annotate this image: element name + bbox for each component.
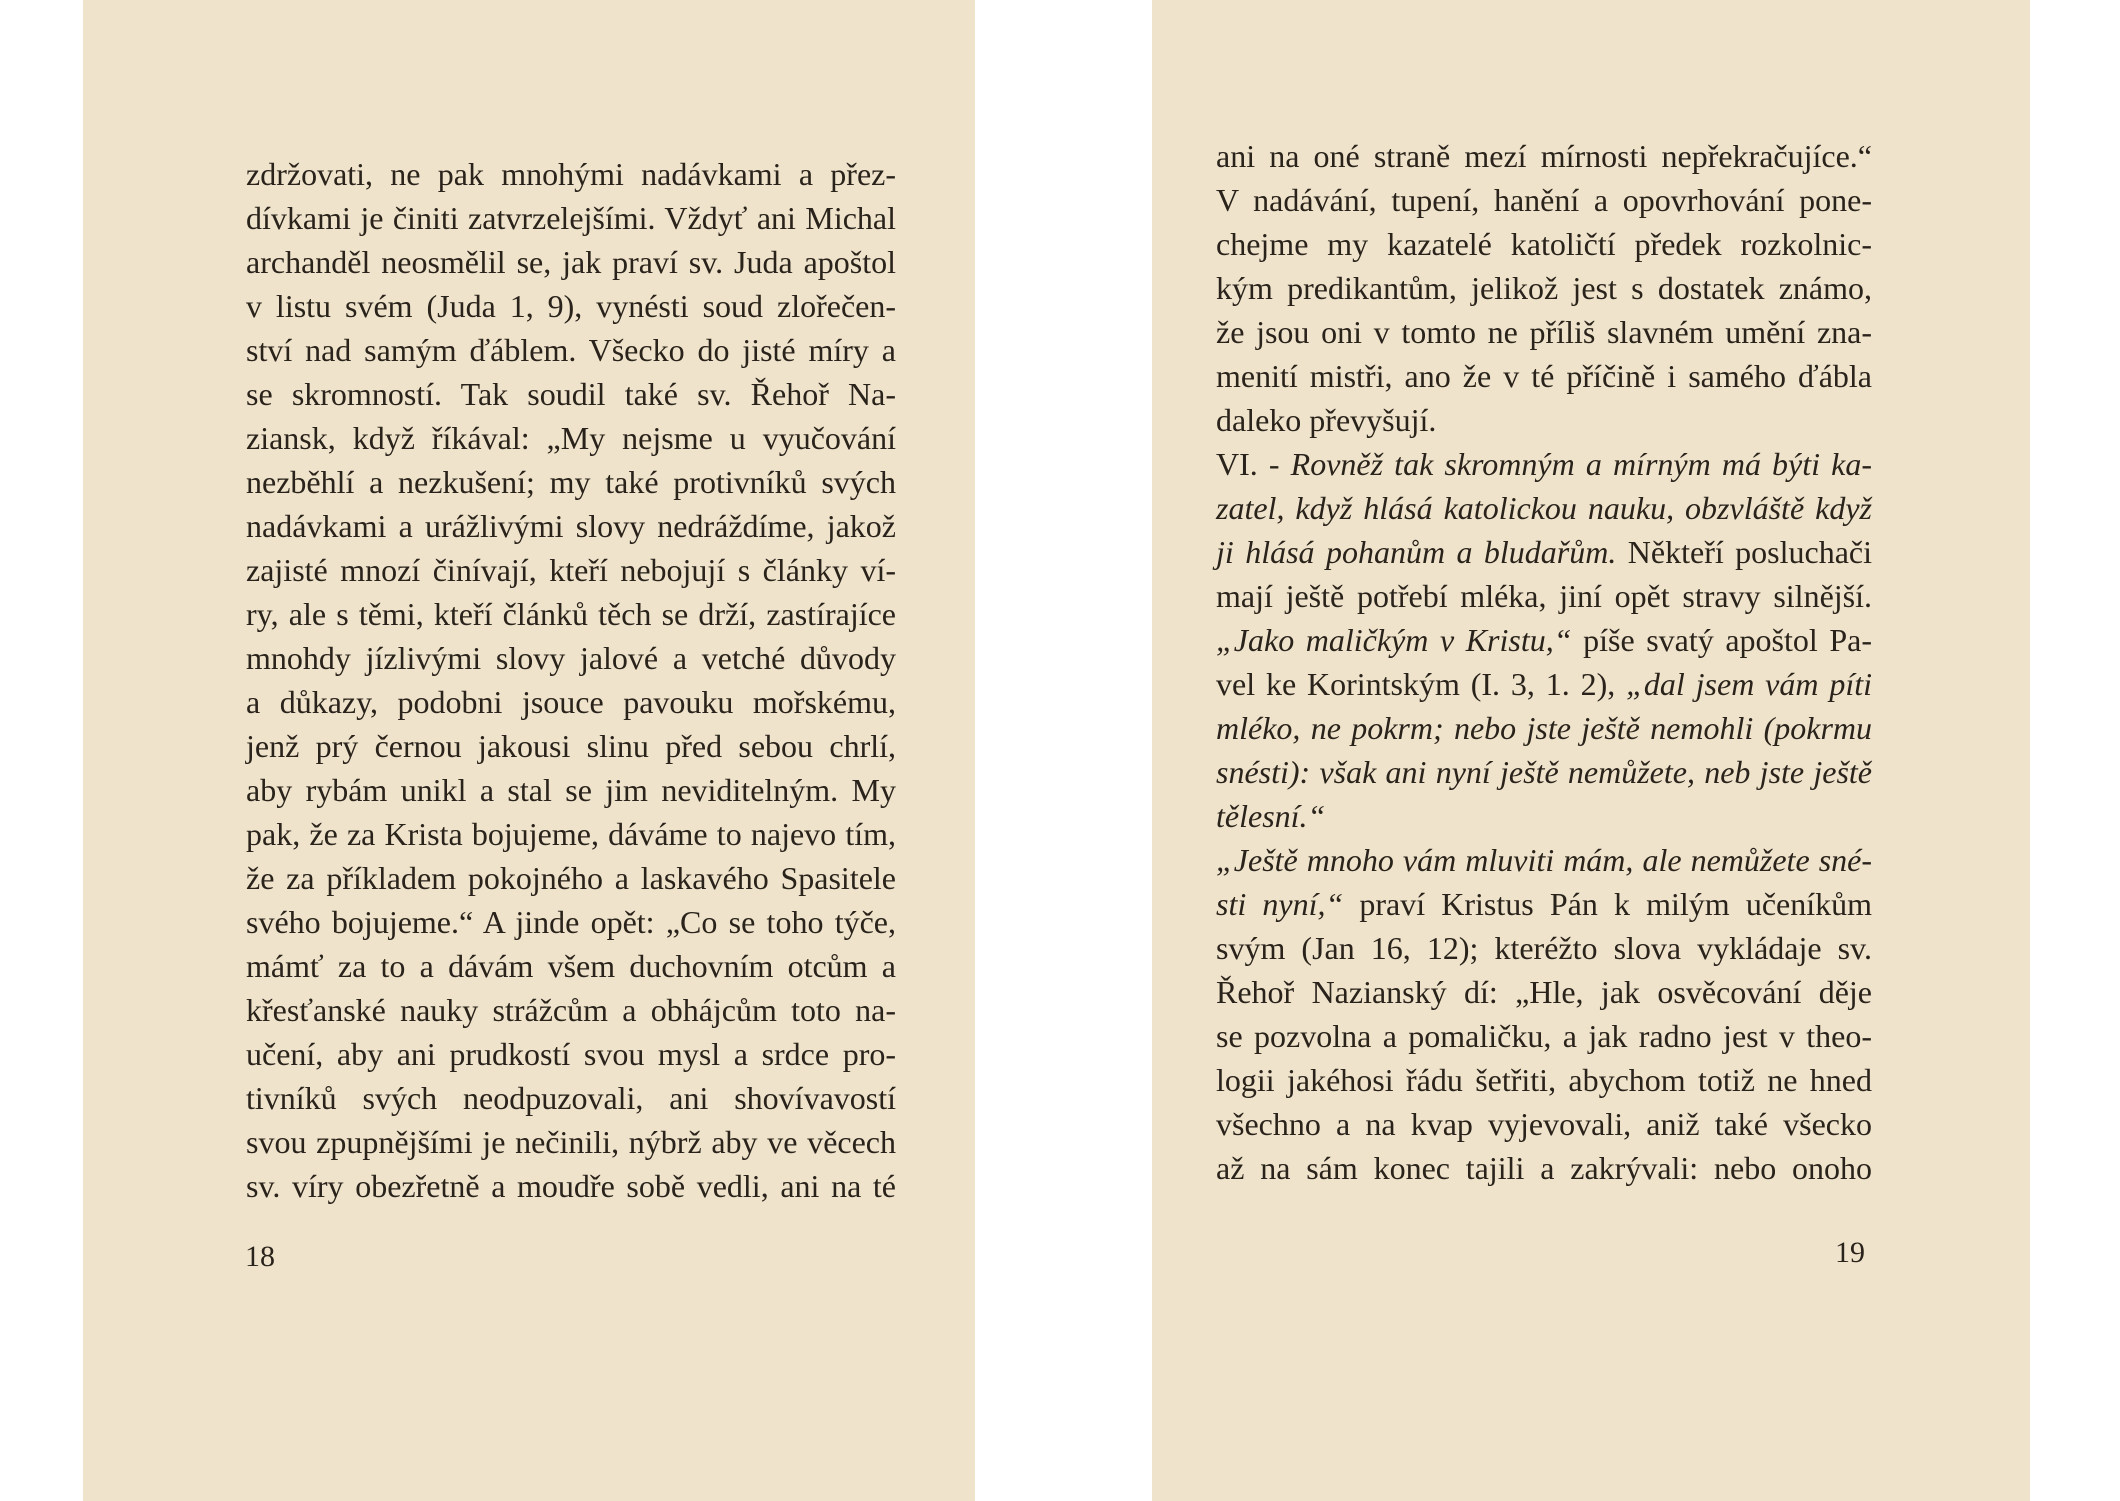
italic-text-run: ji hlásá pohanům a bludařům. xyxy=(1216,534,1617,570)
text-line: učení, aby ani prudkostí svou mysl a srdce pro- xyxy=(246,1036,896,1072)
text-line: svého bojujeme.“ A jinde opět: „Co se toho týče, xyxy=(246,904,896,940)
italic-text-run: snésti): však ani nyní ještě nemůžete, neb jste ještě xyxy=(1216,754,1872,790)
text-line: sv. víry obezřetně a moudře sobě vedli, ani na té xyxy=(246,1168,896,1204)
text-run: mají ještě potřebí mléka, jiní opět stravy silnější. xyxy=(1216,578,1872,614)
text-run: menití mistři, ano že v té příčině i samého ďábla xyxy=(1216,358,1872,394)
text-line xyxy=(1216,354,1872,398)
text-line: pak, že za Krista bojujeme, dáváme to najevo tím, xyxy=(246,816,896,852)
italic-text-run: sti nyní,“ xyxy=(1216,886,1344,922)
text-line: že za příkladem pokojného a laskavého Spasitele xyxy=(246,860,896,896)
text-line xyxy=(1216,1146,1872,1190)
right-page-body-text xyxy=(1216,134,1872,1190)
text-line xyxy=(1216,1102,1872,1146)
italic-text-run: tělesní.“ xyxy=(1216,798,1326,834)
text-run: píše svatý apoštol Pa- xyxy=(1571,622,1873,658)
text-line: jenž prý černou jakousi slinu před sebou chrlí, xyxy=(246,728,896,764)
text-run: až na sám konec tajili a zakrývali: nebo onoho xyxy=(1216,1150,1872,1186)
text-line xyxy=(1216,398,1872,442)
text-run: ani na oné straně mezí mírnosti nepřekračujíce.“ xyxy=(1216,138,1872,174)
text-line xyxy=(1216,706,1872,750)
text-run: daleko převyšují. xyxy=(1216,402,1437,438)
italic-text-run: „Jako maličkým v Kristu,“ xyxy=(1216,622,1572,658)
text-line: ziansk, když říkával: „My nejsme u vyučování xyxy=(246,420,896,456)
text-run: VI. - xyxy=(1216,446,1291,482)
text-run: svým (Jan 16, 12); kteréžto slova vykládaje sv. xyxy=(1216,930,1872,966)
text-line: dívkami je činiti zatvrzelejšími. Vždyť ani Michal xyxy=(246,200,896,236)
text-run: logii jakéhosi řádu šetřiti, abychom totiž ne hned xyxy=(1216,1062,1872,1098)
text-line xyxy=(1216,970,1872,1014)
text-run: se pozvolna a pomaličku, a jak radno jest v theo- xyxy=(1216,1018,1872,1054)
text-line: aby rybám unikl a stal se jim neviditelným. My xyxy=(246,772,896,808)
text-line xyxy=(1216,750,1872,794)
text-line xyxy=(1216,266,1872,310)
text-line xyxy=(1216,662,1872,706)
text-line: ry, ale s těmi, kteří článků těch se drží, zastírajíce xyxy=(246,596,896,632)
text-line xyxy=(1216,134,1872,178)
text-line: zajisté mnozí činívají, kteří nebojují s články ví- xyxy=(246,552,896,588)
italic-text-run: mléko, ne pokrm; nebo jste ještě nemohli (pokrmu xyxy=(1216,710,1872,746)
text-line xyxy=(1216,486,1872,530)
text-line: v listu svém (Juda 1, 9), vynésti soud zlořečen- xyxy=(246,288,896,324)
text-run: praví Kristus Pán k milým učeníkům xyxy=(1343,886,1873,922)
text-line: archanděl neosmělil se, jak praví sv. Juda apoštol xyxy=(246,244,896,280)
text-line xyxy=(1216,926,1872,970)
text-line xyxy=(1216,222,1872,266)
text-line xyxy=(1216,618,1872,662)
text-line xyxy=(1216,1014,1872,1058)
right-page-number: 19 xyxy=(1835,1236,1865,1269)
text-line: svou zpupnějšími je nečinili, nýbrž aby ve věcech xyxy=(246,1124,896,1160)
text-line: mnohdy jízlivými slovy jalové a vetché důvody xyxy=(246,640,896,676)
text-line xyxy=(1216,310,1872,354)
text-run: V nadávání, tupení, hanění a opovrhování pone- xyxy=(1216,182,1872,218)
text-line xyxy=(1216,838,1872,882)
italic-text-run: zatel, když hlásá katolickou nauku, obzvláště když xyxy=(1216,490,1872,526)
text-line: tivníků svých neodpuzovali, ani shovívavostí xyxy=(246,1080,896,1116)
text-line: se skromností. Tak soudil také sv. Řehoř Na- xyxy=(246,376,896,412)
text-line: zdržovati, ne pak mnohými nadávkami a přez- xyxy=(246,156,896,192)
text-line xyxy=(1216,442,1872,486)
text-run: Řehoř Nazianský dí: „Hle, jak osvěcování děje xyxy=(1216,974,1872,1010)
right-page xyxy=(1152,0,2030,1501)
text-run: že jsou oni v tomto ne příliš slavném umění zna- xyxy=(1216,314,1872,350)
text-run: Někteří posluchači xyxy=(1616,534,1873,570)
text-line: ství nad samým ďáblem. Všecko do jisté míry a xyxy=(246,332,896,368)
text-line: křesťanské nauky strážcům a obhájcům toto na- xyxy=(246,992,896,1028)
text-line xyxy=(1216,530,1872,574)
left-page-number: 18 xyxy=(245,1240,275,1273)
text-line xyxy=(1216,794,1872,838)
text-line: nadávkami a urážlivými slovy nedráždíme, jakož xyxy=(246,508,896,544)
text-run: chejme my kazatelé katoličtí předek rozkolnic- xyxy=(1216,226,1872,262)
text-line: mámť za to a dávám všem duchovním otcům a xyxy=(246,948,896,984)
text-line xyxy=(1216,882,1872,926)
text-run: vel ke Korintským (I. 3, 1. 2), xyxy=(1216,666,1627,702)
text-line: a důkazy, podobni jsouce pavouku mořskému, xyxy=(246,684,896,720)
italic-text-run: „dal jsem vám píti xyxy=(1626,666,1873,702)
text-line xyxy=(1216,574,1872,618)
text-line xyxy=(1216,1058,1872,1102)
italic-text-run: Rovněž tak skromným a mírným má býti ka- xyxy=(1290,446,1873,482)
text-run: kým predikantům, jelikož jest s dostatek známo, xyxy=(1216,270,1872,306)
italic-text-run: „Ještě mnoho vám mluviti mám, ale nemůžete sné- xyxy=(1216,842,1872,878)
text-run: všechno a na kvap vyjevovali, aniž také všecko xyxy=(1216,1106,1872,1142)
text-line: nezběhlí a nezkušení; my také protivníků svých xyxy=(246,464,896,500)
text-line xyxy=(1216,178,1872,222)
left-page-body-text xyxy=(246,152,896,1208)
left-page xyxy=(83,0,975,1501)
